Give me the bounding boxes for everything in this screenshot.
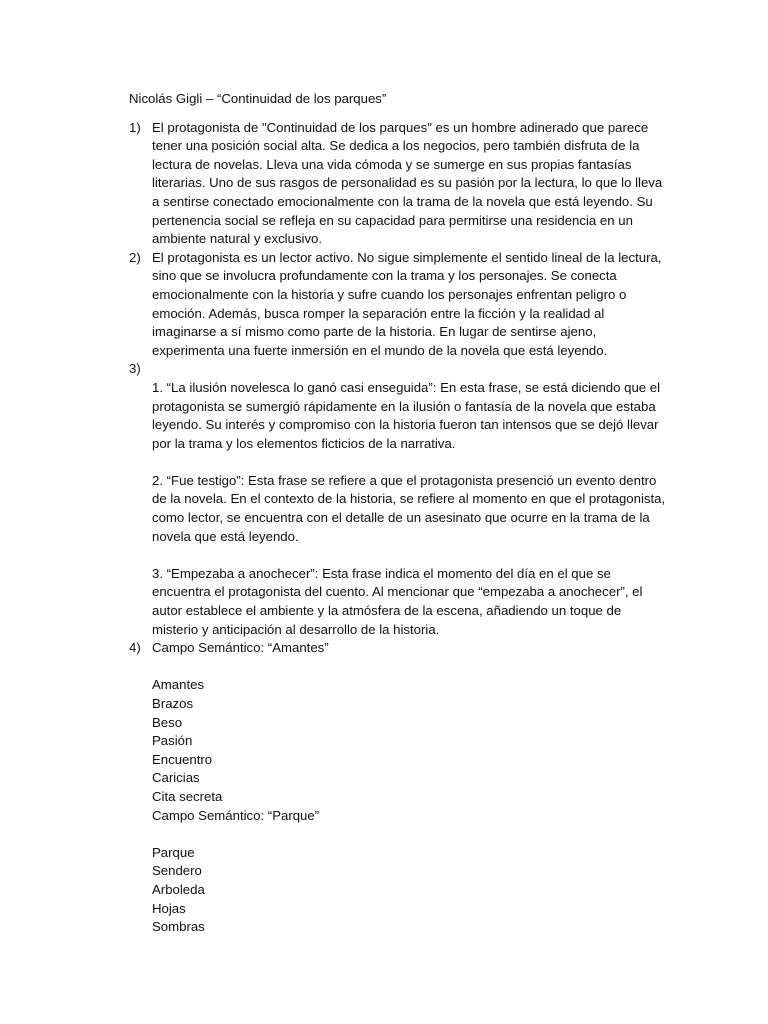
question-number: 2) [129, 249, 141, 265]
sub-answer-1: 1. “La ilusión novelesca lo ganó casi enseguida”: En esta frase, se está diciendo que el protagonista se sumergió rápidamente en la ilusión o fantasía de la novela que estaba leyendo. Su interés y compromiso con la historia fueron tan intensos que se dejó llevar por la trama y los elementos ficticios de la narrativa. [152, 379, 661, 451]
document-title: Nicolás Gigli – “Continuidad de los parques” [129, 91, 387, 106]
semantic-field-title-parque: Campo Semántico: “Parque” [152, 807, 320, 823]
word-item: Cita secreta [152, 788, 223, 804]
word-item: Parque [152, 844, 195, 860]
sub-answer-2: 2. “Fue testigo”: Esta frase se refiere a que el protagonista presenció un evento dentro de la novela. En el contexto de la historia, se refiere al momento en que el protagonista, como lector, se encuentra con el detalle de un asesinato que ocurre en la trama de la novela que está leyendo. [152, 472, 666, 544]
sub-answer-3: 3. “Empezaba a anochecer”: Esta frase indica el momento del día en el que se encuentra el protagonista del cuento. Al mencionar que “empezaba a anochecer”, el autor establece el ambiente y la atmósfera de la escena, añadiendo un toque de misterio y anticipación al desarrollo de la historia. [152, 565, 643, 637]
word-item: Caricias [152, 770, 200, 786]
word-item: Arboleda [152, 881, 205, 897]
word-item: Amantes [152, 677, 205, 693]
question-2 [129, 249, 669, 361]
question-number: 3) [129, 361, 141, 377]
answer-text: El protagonista de "Continuidad de los parques" es un hombre adinerado que parece tener una posición social alta. Se dedica a los negocios, pero también disfruta de la lectura de novelas. Lleva una vida cómoda y se sumerge en sus propias fantasías literarias. Uno de sus rasgos de personalidad es su pasión por la lectura, lo que lo lleva a sentirse conectado emocionalmente con la trama de la novela que está leyendo. Su pertenencia social se refleja en su capacidad para permitirse una residencia en un ambiente natural y exclusivo. [152, 119, 663, 247]
word-item: Sombras [152, 919, 205, 935]
spacer [152, 453, 669, 472]
question-3 [129, 360, 669, 639]
semantic-field-title-amantes: Campo Semántico: “Amantes” [152, 640, 329, 656]
word-item: Sendero [152, 863, 202, 879]
question-number: 4) [129, 640, 141, 656]
word-item: Encuentro [152, 751, 213, 767]
answer-text: El protagonista es un lector activo. No sigue simplemente el sentido lineal de la lectura, sino que se involucra profundamente con la trama y los personajes. Se conecta emocionalmente con la historia y sufre cuando los personajes enfrentan peligro o emoción. Además, busca romper la separación entre la ficción y la realidad al imaginarse a sí mismo como parte de la historia. En lugar de sentirse ajeno, experimenta una fuerte inmersión en el mundo de la novela que está leyendo. [152, 249, 662, 358]
word-item: Brazos [152, 696, 194, 711]
question-4 [129, 639, 669, 937]
spacer [152, 658, 669, 677]
spacer [152, 360, 669, 379]
word-item: Hojas [152, 900, 186, 916]
word-item: Pasión [152, 733, 193, 749]
word-item: Beso [152, 714, 183, 730]
question-number: 1) [129, 119, 141, 135]
spacer [152, 825, 669, 844]
spacer [152, 546, 669, 565]
question-1 [129, 119, 669, 249]
document-page [129, 90, 669, 937]
